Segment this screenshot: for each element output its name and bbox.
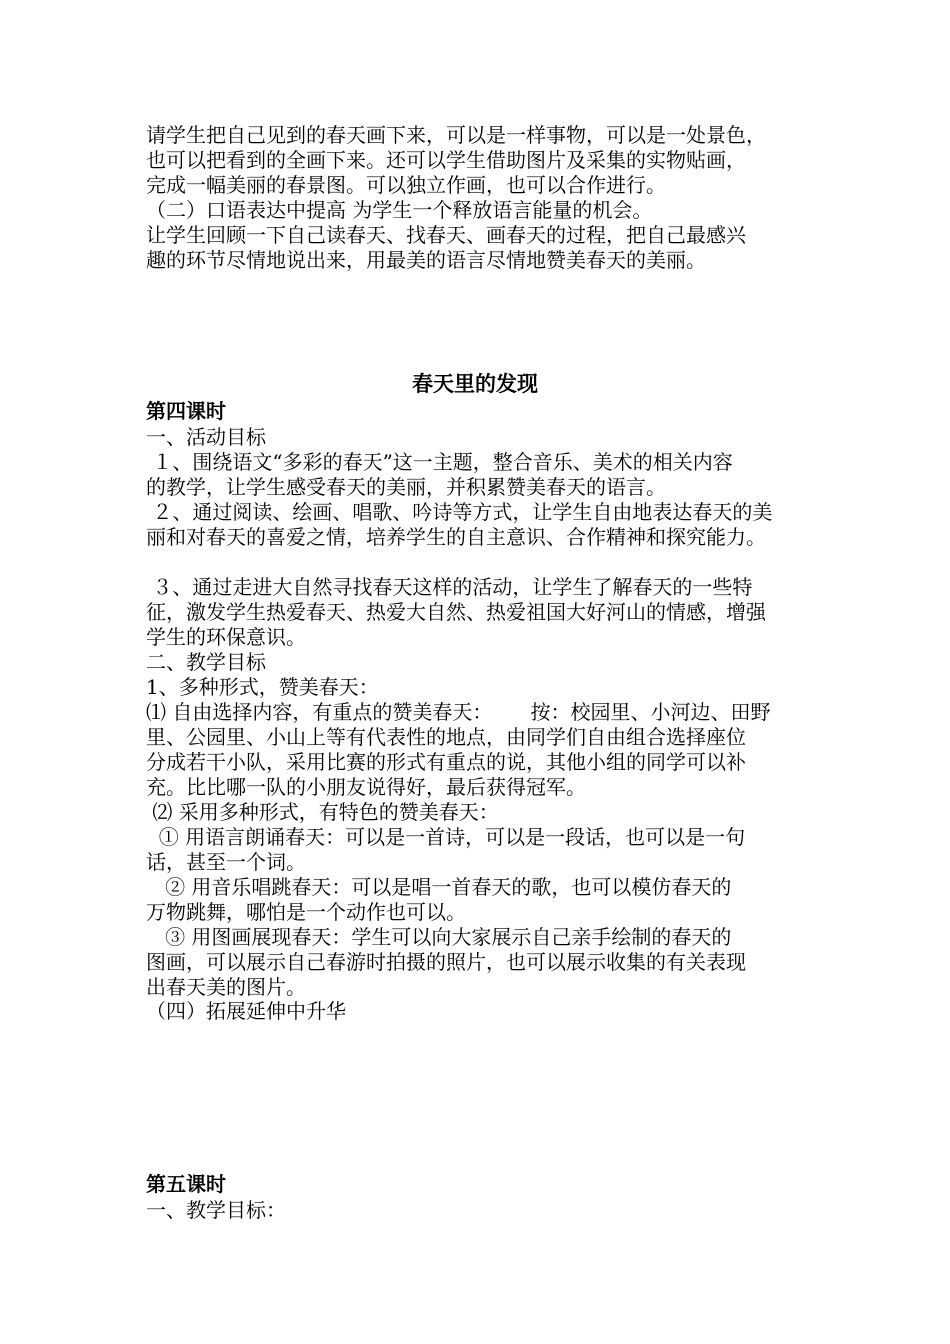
- section-heading: 一、活动目标: [146, 425, 266, 449]
- section-heading: 一、教学目标：: [146, 1198, 286, 1222]
- page-title: 春天里的发现: [412, 371, 538, 396]
- item-heading: ⑵ 采用多种形式，有特色的赞美春天：: [146, 800, 499, 824]
- paragraph-line: 万物跳舞，哪怕是一个动作也可以。: [146, 900, 466, 924]
- lesson-heading: 第五课时: [146, 1172, 226, 1196]
- paragraph-line: 话，甚至一个词。: [146, 850, 306, 874]
- lesson-heading: 第四课时: [146, 399, 226, 423]
- paragraph-line: 里、公园里、小山上等有代表性的地点，由同学们自由组合选择座位: [146, 725, 746, 749]
- paragraph-line: 征，激发学生热爱春天、热爱大自然、热爱祖国大好河山的情感，增强: [146, 600, 766, 624]
- section-heading: 二、教学目标: [146, 650, 266, 674]
- paragraph-line: 图画，可以展示自己春游时拍摄的照片，也可以展示收集的有关表现: [146, 950, 746, 974]
- paragraph-line: 出春天美的图片。: [146, 975, 306, 999]
- intro-line: 也可以把看到的全画下来。还可以学生借助图片及采集的实物贴画，: [146, 148, 746, 172]
- paragraph-line: ① 用语言朗诵春天：可以是一首诗，可以是一段话，也可以是一句: [146, 825, 746, 849]
- intro-line: 完成一幅美丽的春景图。可以独立作画，也可以合作进行。: [146, 173, 666, 197]
- section-heading: （四）拓展延伸中升华: [146, 999, 346, 1023]
- intro-line: 让学生回顾一下自己读春天、找春天、画春天的过程，把自己最感兴: [146, 223, 746, 247]
- paragraph-line: １、围绕语文“多彩的春天”这一主题，整合音乐、美术的相关内容: [146, 450, 733, 474]
- paragraph-line: ⑴ 自由选择内容，有重点的赞美春天： 按：校园里、小河边、田野: [146, 700, 771, 724]
- paragraph-line: 分成若干小队，采用比赛的形式有重点的说，其他小组的同学可以补: [146, 750, 746, 774]
- paragraph-line: 丽和对春天的喜爱之情，培养学生的自主意识、合作精神和探究能力。: [146, 525, 766, 549]
- paragraph-line: 充。比比哪一队的小朋友说得好，最后获得冠军。: [146, 775, 586, 799]
- paragraph-line: ② 用音乐唱跳春天：可以是唱一首春天的歌，也可以模仿春天的: [146, 875, 732, 899]
- paragraph-line: 的教学，让学生感受春天的美丽，并积累赞美春天的语言。: [146, 475, 666, 499]
- intro-line: 请学生把自己见到的春天画下来，可以是一样事物，可以是一处景色，: [146, 123, 766, 147]
- paragraph-line: ３、通过走进大自然寻找春天这样的活动，让学生了解春天的一些特: [146, 575, 753, 599]
- intro-line: 趣的环节尽情地说出来，用最美的语言尽情地赞美春天的美丽。: [146, 248, 706, 272]
- section-heading: （二）口语表达中提高 为学生一个释放语言能量的机会。: [146, 198, 653, 222]
- item-heading: 1、多种形式，赞美春天：: [146, 675, 379, 699]
- paragraph-line: ③ 用图画展现春天：学生可以向大家展示自己亲手绘制的春天的: [146, 925, 732, 949]
- paragraph-line: 学生的环保意识。: [146, 625, 306, 649]
- paragraph-line: ２、通过阅读、绘画、唱歌、吟诗等方式，让学生自由地表达春天的美: [146, 500, 773, 524]
